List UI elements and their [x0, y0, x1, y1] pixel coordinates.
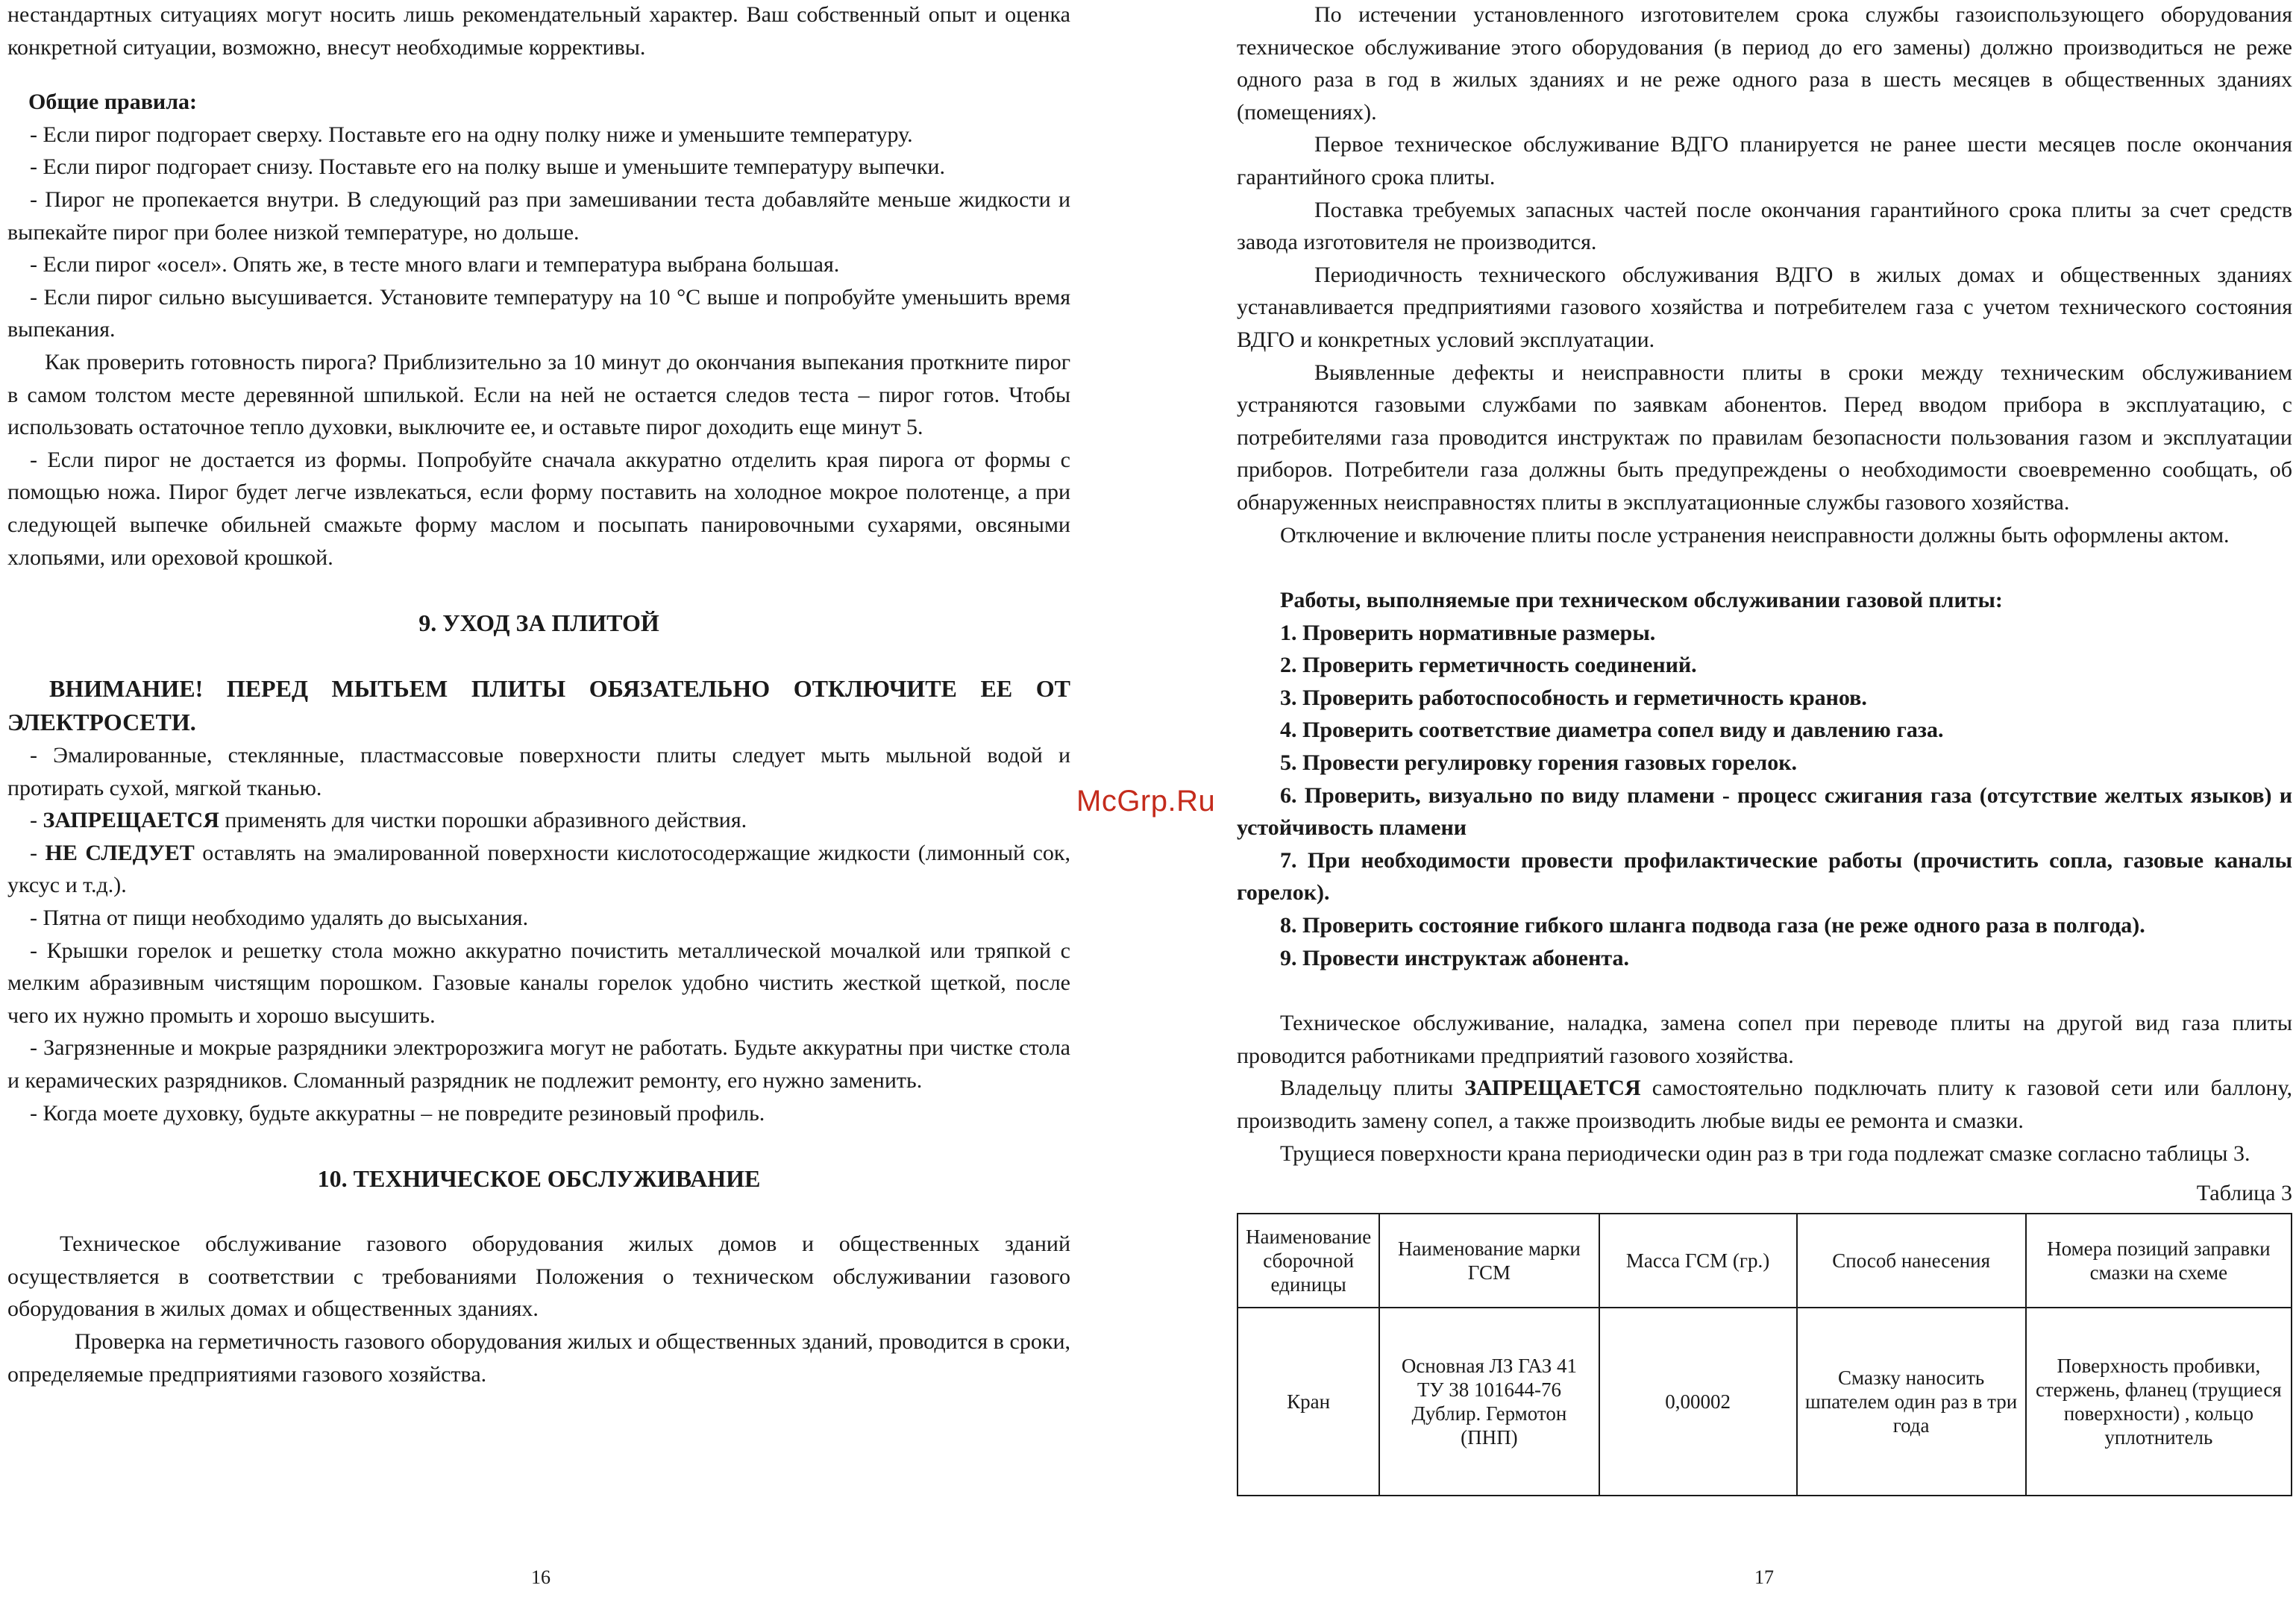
stuck-paragraph: - Если пирог не достается из формы. Попробуйте сначала аккуратно отделить края пирога от формы с помощью ножа. Пирог будет легче извлекаться, если форму поставить на холодное мокрое полотенце, а при следующей выпечке обильней смажьте форму маслом и посыпать панировочными сухарями, овсяными хлопьями, или ореховой крошкой.: [7, 447, 1070, 570]
should-not-label: НЕ СЛЕДУЕТ: [45, 840, 195, 865]
owner-text: Владельцу плиты: [1280, 1076, 1465, 1101]
readiness-paragraph: Как проверить готовность пирога? Приблизительно за 10 минут до окончания выпекания проткните пирог в самом толстом месте деревянной шпилькой. Если на ней не остается следов теста – пирог готов. Чтобы использовать остаточное тепло духовки, выключите ее, и оставьте пирог доходить еще минут 5.: [7, 349, 1070, 440]
care-item-text: применять для чистки порошки абразивного действия.: [219, 808, 747, 833]
works-item: 7. При необходимости провести профилактические работы (прочистить сопла, газовые каналы горелок).: [1237, 847, 2292, 906]
care-item: - Пятна от пищи необходимо удалять до высыхания.: [30, 906, 529, 931]
care-item: - Эмалированные, стеклянные, пластмассовые поверхности плиты следует мыть мыльной водой и протирать сухой, мягкой тканью.: [7, 743, 1070, 800]
section-9-title: 9. УХОД ЗА ПЛИТОЙ: [418, 609, 659, 637]
body-paragraph: Техническое обслуживание, наладка, замена сопел при переводе плиты на другой вид газа плиты проводится работниками предприятий газового хозяйства.: [1237, 1011, 2292, 1068]
table-cell: Кран: [1238, 1308, 1379, 1496]
works-item: 9. Провести инструктаж абонента.: [1280, 945, 1630, 970]
page-number-right: 17: [1754, 1566, 1774, 1588]
care-item-text: оставлять на эмалированной поверхности кислотосодержащие жидкости (лимонный сок, уксус и т.д.).: [7, 840, 1070, 898]
works-item: 8. Проверить состояние гибкого шланга подвода газа (не реже одного раза в полгода).: [1280, 913, 2145, 938]
body-paragraph: Первое техническое обслуживание ВДГО планируется не ранее шести месяцев после окончания гарантийного срока плиты.: [1237, 132, 2292, 189]
rule-item: - Если пирог подгорает снизу. Поставьте его на полку выше и уменьшите температуру выпечки.: [30, 154, 945, 180]
table-header-cell: Масса ГСМ (гр.): [1599, 1214, 1797, 1308]
forbidden-label: ЗАПРЕЩАЕТСЯ: [1464, 1076, 1641, 1101]
rule-item: - Пирог не пропекается внутри. В следующий раз при замешивании теста добавляйте меньше жидкости и выпекайте пирог при более низкой температуре, но дольше.: [7, 186, 1070, 245]
table-header-cell: Наименование марки ГСМ: [1379, 1214, 1599, 1308]
body-paragraph: Выявленные дефекты и неисправности плиты в сроки между техническим обслуживанием устраняются газовыми службами по заявкам абонентов. Перед вводом прибора в эксплуатацию, с потребителями газа проводится инструктаж по правилам безопасности пользования газом и эксплуатации приборов. Потребители газа должны быть предупреждены о необходимости своевременно сообщать, об обнаруженных неисправностях плиты в эксплуатационные службы газового хозяйства.: [1237, 360, 2292, 515]
rule-item: - Если пирог сильно высушивается. Установите температуру на 10 °С выше и попробуйте уменьшить время выпекания.: [7, 284, 1070, 342]
tech-paragraph: Техническое обслуживание газового оборудования жилых домов и общественных зданий осуществляется в соответствии с требованиями Положения о техническом обслуживании газового оборудования в жилых домах и общественных зданиях.: [7, 1232, 1070, 1322]
table-header-cell: Номера позиций заправки смазки на схеме: [2026, 1214, 2292, 1308]
works-item: 3. Проверить работоспособность и герметичность кранов.: [1280, 685, 1867, 710]
table-row: [1238, 1308, 2292, 1496]
attention-warning: ВНИМАНИЕ! ПЕРЕД МЫТЬЕМ ПЛИТЫ ОБЯЗАТЕЛЬНО ОТКЛЮЧИТЕ ЕЕ ОТ ЭЛЕКТРОСЕТИ.: [7, 675, 1070, 736]
works-item: 4. Проверить соответствие диаметра сопел виду и давлению газа.: [1280, 718, 1944, 743]
care-item: - Когда моете духовку, будьте аккуратны – не повредите резиновый профиль.: [30, 1100, 765, 1126]
lubrication-table: [1237, 1213, 2292, 1496]
body-paragraph: Поставка требуемых запасных частей после окончания гарантийного срока плиты за счет средств завода изготовителя не производится.: [1237, 197, 2292, 255]
right-page: [1237, 0, 2292, 1496]
table-cell: Основная ЛЗ ГАЗ 41 ТУ 38 101644-76 Дублир. Гермотон (ПНП): [1379, 1308, 1599, 1496]
works-item: 6. Проверить, визуально по виду пламени - процесс сжигания газа (отсутствие желтых языков) и устойчивость пламени: [1237, 782, 2292, 841]
works-item: 2. Проверить герметичность соединений.: [1280, 653, 1697, 678]
section-10-title: 10. ТЕХНИЧЕСКОЕ ОБСЛУЖИВАНИЕ: [317, 1165, 761, 1193]
general-rules-heading: Общие правила:: [28, 90, 198, 115]
care-item: - НЕ СЛЕДУЕТ оставлять на эмалированной поверхности кислотосодержащие жидкости (лимонный сок, уксус и т.д.).: [7, 840, 1070, 898]
body-paragraph: По истечении установленного изготовителем срока службы газоиспользующего оборудования техническое обслуживание этого оборудования (в период до его замены) должно производиться не реже одного раза в год в жилых зданиях и не реже одного раза в шесть месяцев в общественных зданиях (помещениях).: [1237, 2, 2292, 125]
table-caption: Таблица 3: [2196, 1181, 2292, 1206]
intro-paragraph: нестандартных ситуациях могут носить лишь рекомендательный характер. Ваш собственный опыт и оценка конкретной ситуации, возможно, внесут необходимые коррективы.: [7, 2, 1070, 60]
rule-item: - Если пирог «осел». Опять же, в тесте много влаги и температура выбрана большая.: [30, 252, 840, 277]
rule-item: - Если пирог подгорает сверху. Поставьте его на одну полку ниже и уменьшите температуру.: [30, 122, 913, 147]
works-item: 5. Провести регулировку горения газовых горелок.: [1280, 750, 1798, 776]
table-cell: Поверхность пробивки, стержень, фланец (трущиеся поверхности) , кольцо уплотнитель: [2026, 1308, 2292, 1496]
body-paragraph: Трущиеся поверхности крана периодически один раз в три года подлежат смазке согласно таблицы 3.: [1280, 1141, 2250, 1166]
care-item: - ЗАПРЕЩАЕТСЯ применять для чистки порошки абразивного действия.: [30, 808, 747, 833]
table-header-row: [1238, 1214, 2292, 1308]
page-number-left: 16: [531, 1566, 551, 1588]
table-cell: 0,00002: [1599, 1308, 1797, 1496]
care-item: - Крышки горелок и решетку стола можно аккуратно почистить металлической мочалкой или тряпкой с мелким абразивным чистящим порошком. Газовые каналы горелок удобно чистить жесткой щеткой, после чего их нужно промыть и хорошо высушить.: [7, 938, 1070, 1028]
tech-paragraph: Проверка на герметичность газового оборудования жилых и общественных зданий, проводится в сроки, определяемые предприятиями газового хозяйства.: [7, 1329, 1070, 1387]
forbidden-label: ЗАПРЕЩАЕТСЯ: [43, 808, 219, 833]
body-paragraph: Отключение и включение плиты после устранения неисправности должны быть оформлены актом.: [1280, 522, 2230, 548]
body-paragraph: Периодичность технического обслуживания ВДГО в жилых домах и общественных зданиях устанавливается предприятиями газового хозяйства и потребителем газа с учетом технического состояния ВДГО и конкретных условий эксплуатации.: [1237, 262, 2292, 352]
table-header-cell: Наименование сборочной единицы: [1238, 1214, 1379, 1308]
works-item: 1. Проверить нормативные размеры.: [1280, 620, 1656, 645]
works-heading: Работы, выполняемые при техническом обслуживании газовой плиты:: [1280, 588, 2003, 613]
owner-text-rest: самостоятельно подключать плиту к газовой сети или баллону, производить замену сопел, а также производить любые виды ее ремонта и смазки.: [1237, 1076, 2292, 1133]
care-item: - Загрязненные и мокрые разрядники электророзжига могут не работать. Будьте аккуратны при чистке стола и керамических разрядников. Сломанный разрядник не подлежит ремонту, его нужно заменить.: [7, 1035, 1070, 1094]
body-paragraph: [1237, 1072, 2292, 1137]
watermark-logo: McGrp.Ru: [1076, 785, 1216, 818]
left-page: [7, 0, 1070, 1390]
table-header-cell: Способ нанесения: [1797, 1214, 2026, 1308]
table-cell: Смазку наносить шпателем один раз в три года: [1797, 1308, 2026, 1496]
